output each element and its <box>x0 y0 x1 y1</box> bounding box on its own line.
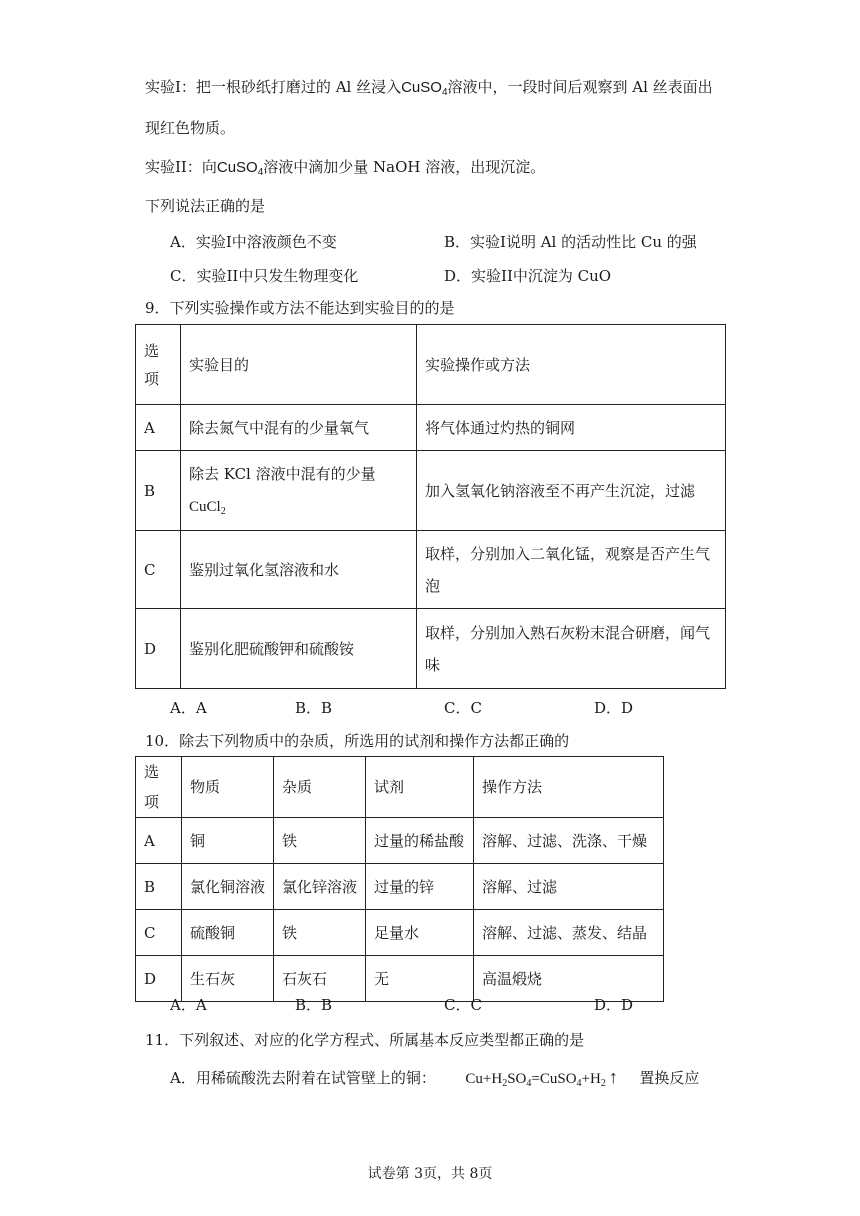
q10-header-cell: 杂质 <box>274 757 366 818</box>
page-footer: 试卷第 3页，共 8页 <box>367 1166 493 1182</box>
q8-exp1-line2: 现红色物质。 <box>145 119 236 137</box>
q9-row-method: 将气体通过灼热的铜网 <box>417 405 726 451</box>
q10-header-cell: 试剂 <box>366 757 474 818</box>
q11-stem: 11．下列叙述、对应的化学方程式、所属基本反应类型都正确的是 <box>145 1031 585 1049</box>
q9-answer-c[interactable]: C．C <box>444 699 482 717</box>
q9-answer-d[interactable]: D．D <box>594 699 634 717</box>
q10-header-cell: 操作方法 <box>474 757 664 818</box>
cuso4-formula: CuSO$_4$ <box>401 79 448 98</box>
q10-answer-b[interactable]: B．B <box>295 996 333 1014</box>
q8-exp2: 实验II：向CuSO$_4$溶液中滴加少量 NaOH 溶液，出现沉淀。 <box>145 158 546 178</box>
q10-header-cell: 物质 <box>182 757 274 818</box>
q9-row-method: 加入氢氧化钠溶液至不再产生沉淀，过滤 <box>417 451 726 531</box>
q10-cell: A <box>136 818 182 864</box>
q9-header-method: 实验操作或方法 <box>417 325 726 405</box>
q9-answer-b[interactable]: B．B <box>295 699 333 717</box>
q11-equation: $Cu+H_2SO_4=CuSO_4+H_2$ ↑ <box>465 1067 618 1089</box>
q10-header-cell: 选项 <box>136 757 182 818</box>
q9-row-option: C <box>136 531 181 609</box>
q10-answer-a[interactable]: A．A <box>170 996 207 1014</box>
q9-header-goal: 实验目的 <box>181 325 417 405</box>
q9-row-option: D <box>136 609 181 689</box>
q9-row-method: 取样，分别加入熟石灰粉末混合研磨，闻气味 <box>417 609 726 689</box>
q10-cell: C <box>136 910 182 956</box>
q8-option-d[interactable]: D．实验II中沉淀为 CuO <box>444 267 612 285</box>
q8-stem: 下列说法正确的是 <box>145 197 266 215</box>
q9-row-option: B <box>136 451 181 531</box>
q9-stem: 9．下列实验操作或方法不能达到实验目的的是 <box>145 299 455 317</box>
q10-cell: 过量的锌 <box>366 864 474 910</box>
q10-cell: 氯化铜溶液 <box>182 864 274 910</box>
q10-cell: 溶解、过滤、洗涤、干燥 <box>474 818 664 864</box>
q9-answer-a[interactable]: A．A <box>170 699 207 717</box>
q10-answer-c[interactable]: C．C <box>444 996 482 1014</box>
gas-arrow-icon: ↑ <box>608 1067 618 1087</box>
q10-cell: 足量水 <box>366 910 474 956</box>
q9-row-goal: 鉴别化肥硫酸钾和硫酸铵 <box>181 609 417 689</box>
q10-cell: 溶解、过滤、蒸发、结晶 <box>474 910 664 956</box>
q8-option-c[interactable]: C．实验II中只发生物理变化 <box>170 267 359 285</box>
q9-row-goal: 鉴别过氧化氢溶液和水 <box>181 531 417 609</box>
q10-cell: 过量的稀盐酸 <box>366 818 474 864</box>
q10-cell: 硫酸铜 <box>182 910 274 956</box>
q9-row-goal: 除去氮气中混有的少量氧气 <box>181 405 417 451</box>
q8-exp1-line1: 实验I：把一根砂纸打磨过的 Al 丝浸入CuSO$_4$溶液中，一段时间后观察到 Al 丝表面出 <box>145 78 713 98</box>
q9-row-method: 取样，分别加入二氧化锰，观察是否产生气泡 <box>417 531 726 609</box>
q10-cell: 铁 <box>274 910 366 956</box>
q11-option-a[interactable]: A．用稀硫酸洗去附着在试管壁上的铜： $Cu+H_2SO_4=CuSO_4+H_2$ ↑ 置换反应 <box>170 1067 700 1089</box>
q10-cell: 无 <box>366 956 474 1002</box>
cuso4-formula: CuSO$_4$ <box>216 159 264 178</box>
q10-cell: 生石灰 <box>182 956 274 1002</box>
q10-cell: 高温煅烧 <box>474 956 664 1002</box>
q10-table <box>135 756 664 1002</box>
q10-cell: 铜 <box>182 818 274 864</box>
q10-stem: 10．除去下列物质中的杂质，所选用的试剂和操作方法都正确的 <box>145 732 570 750</box>
q10-cell: 溶解、过滤 <box>474 864 664 910</box>
q10-cell: 氯化锌溶液 <box>274 864 366 910</box>
q10-cell: 石灰石 <box>274 956 366 1002</box>
q9-header-option: 选项 <box>136 325 181 405</box>
q10-answer-d[interactable]: D．D <box>594 996 634 1014</box>
q10-cell: B <box>136 864 182 910</box>
q9-row-option: A <box>136 405 181 451</box>
q8-option-a[interactable]: A．实验I中溶液颜色不变 <box>170 233 337 251</box>
q10-cell: D <box>136 956 182 1002</box>
q9-table <box>135 324 726 689</box>
q10-cell: 铁 <box>274 818 366 864</box>
q8-option-b[interactable]: B．实验I说明 Al 的活动性比 Cu 的强 <box>444 233 697 251</box>
q9-row-goal: 除去 KCl 溶液中混有的少量 CuCl$_2$ <box>181 451 417 531</box>
